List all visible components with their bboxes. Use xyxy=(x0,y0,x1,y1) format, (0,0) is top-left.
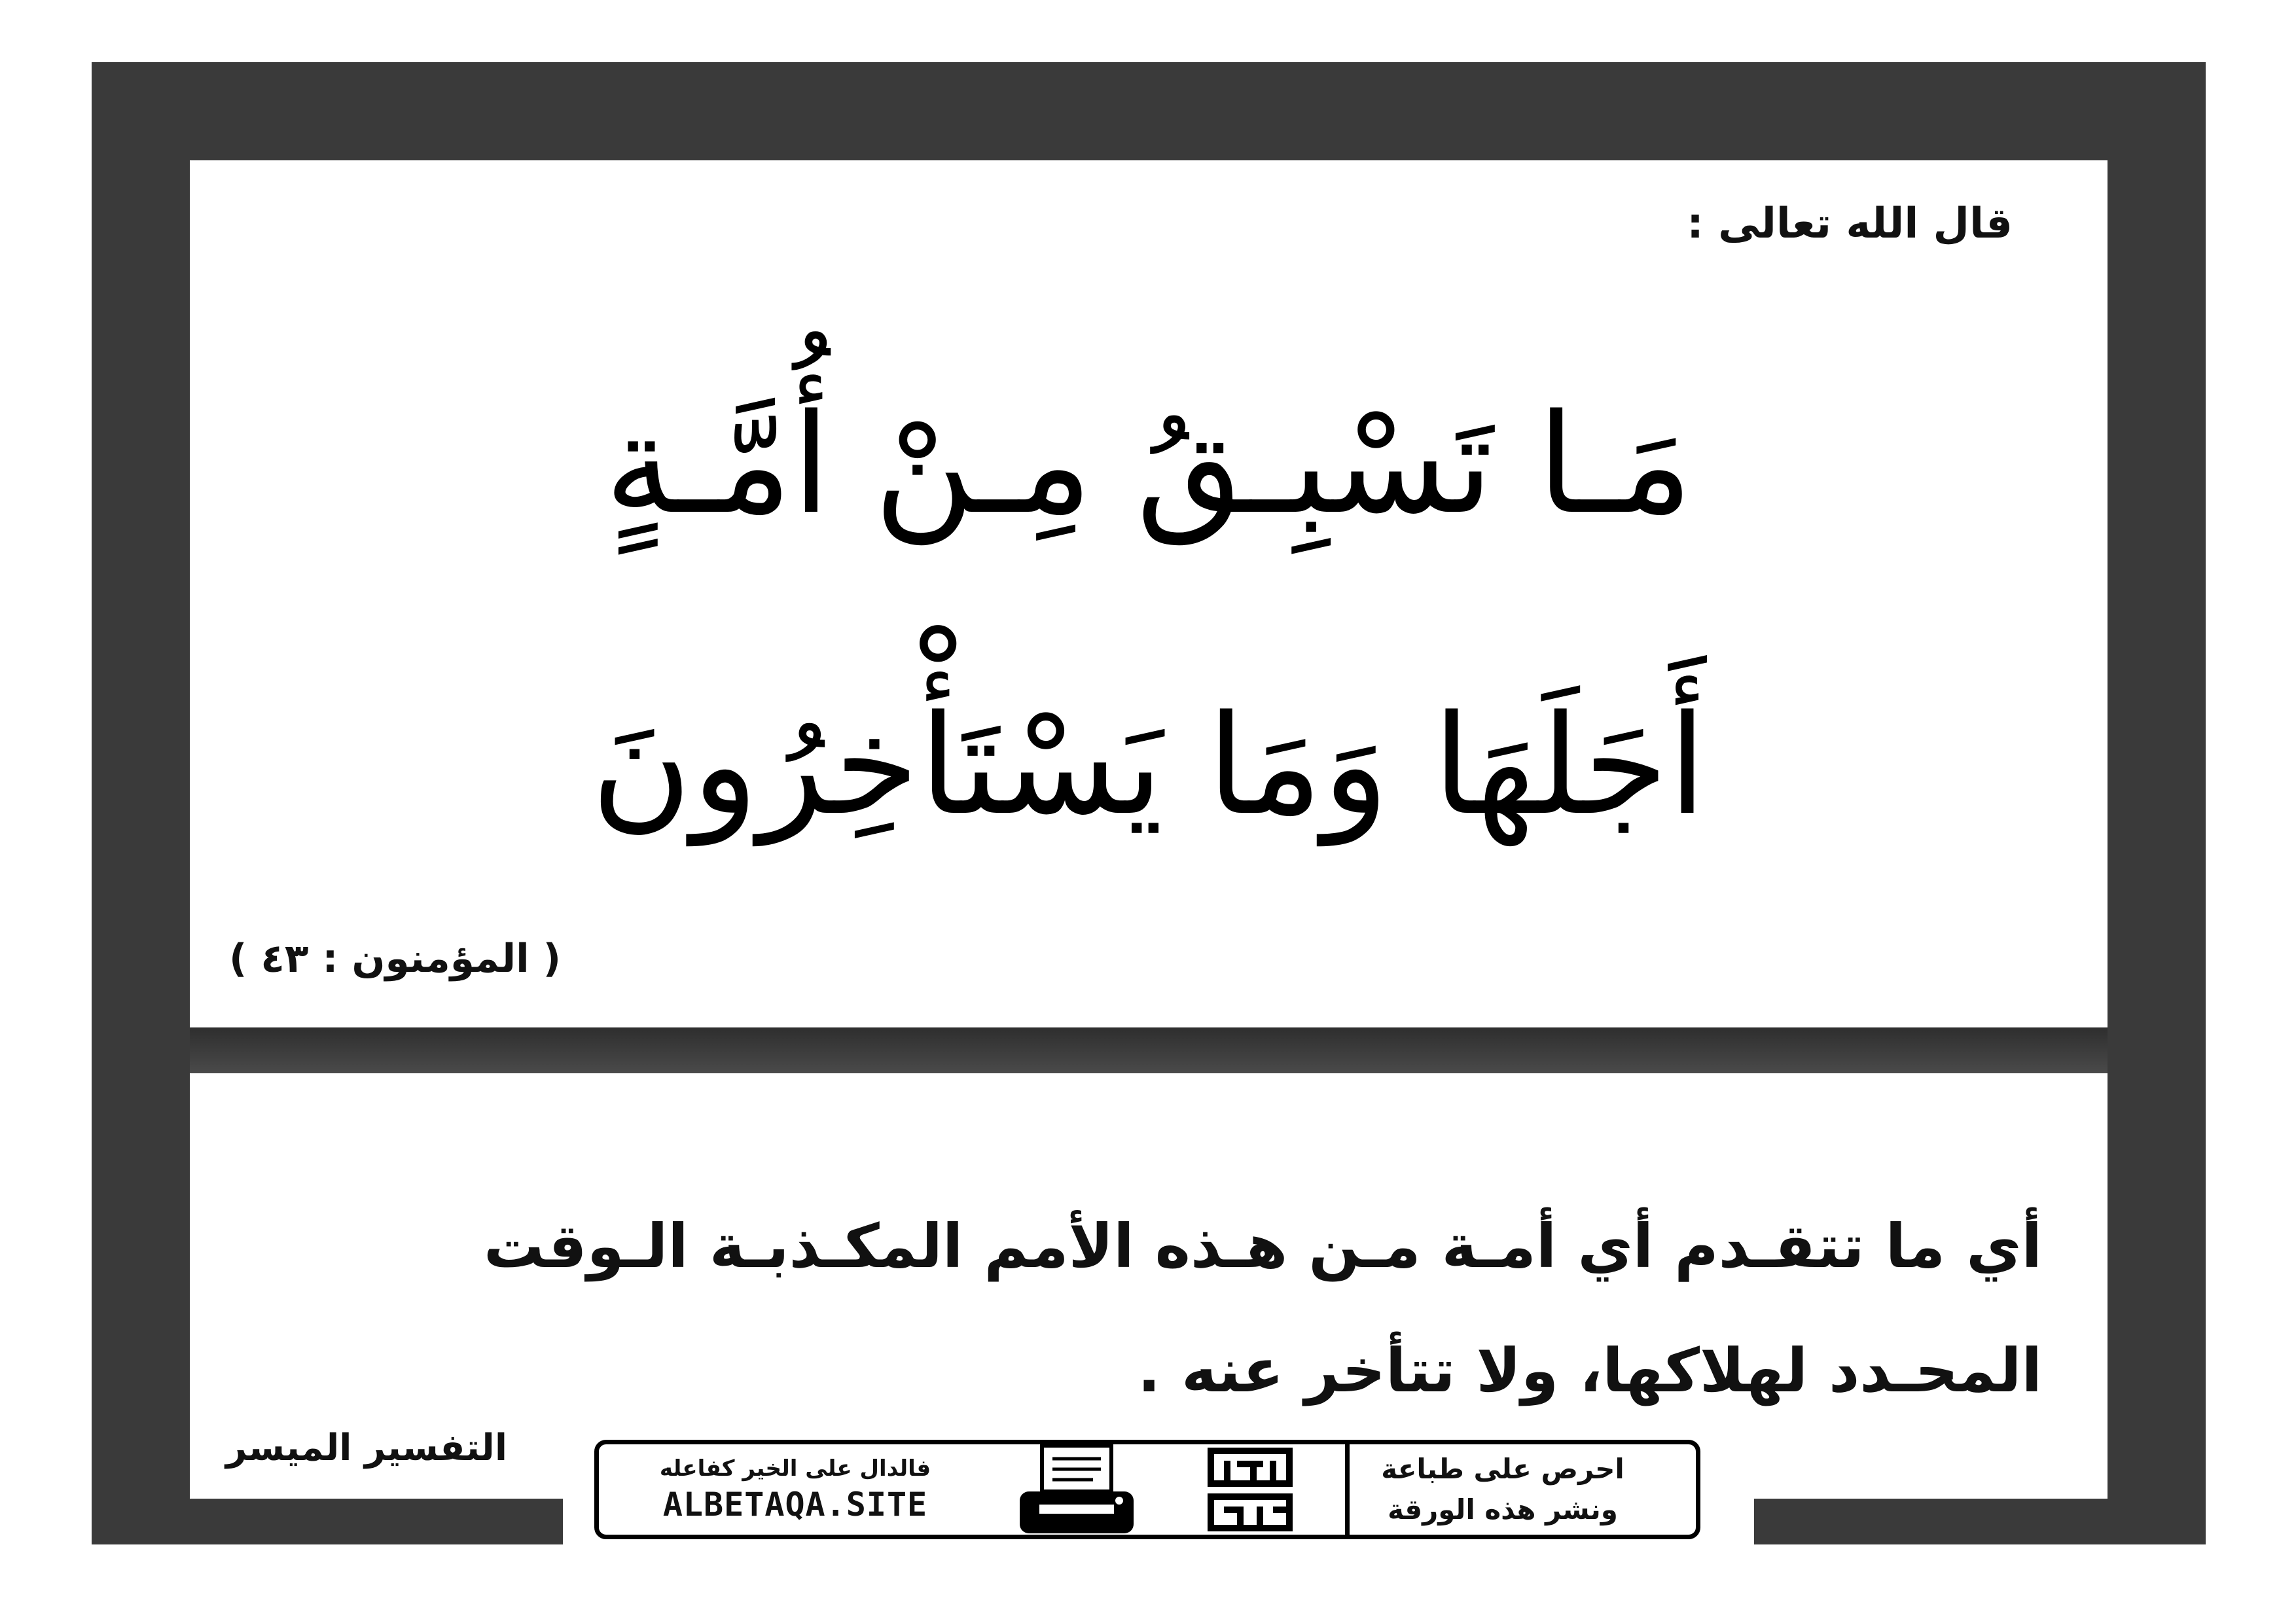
tafsir-line-2: المحـدد لهلاكها، ولا تتأخر عنه . xyxy=(1138,1336,2042,1406)
call-line-1: احرص على طباعة xyxy=(1381,1453,1624,1485)
footer-call-block xyxy=(1310,1444,1696,1535)
tafsir-panel xyxy=(190,1073,2108,1499)
call-line-2: ونشر هذه الورقة xyxy=(1388,1493,1618,1525)
footer-bar xyxy=(594,1440,1700,1539)
verse-line-2: أَجَلَهَا وَمَا يَسْتَأْخِرُونَ xyxy=(590,685,1707,846)
tafsir-text xyxy=(255,1185,2042,1433)
tafsir-source: التفسير الميسر xyxy=(226,1427,508,1469)
tafsir-line-1: أي ما تتقـدم أي أمـة مـن هـذه الأمم المكـذبـة الـوقت xyxy=(483,1211,2042,1281)
printer-icon xyxy=(1005,1444,1149,1535)
divider-band xyxy=(190,1027,2108,1073)
card-frame xyxy=(92,62,2206,1544)
footer-motto: فالدال على الخير كفاعله xyxy=(659,1455,931,1482)
verse-reference: ( المؤمنون : ٤٣ ) xyxy=(229,936,562,982)
verse-line-1: مَـا تَسْبِـقُ مِـنْ أُمَّـةٍ xyxy=(604,384,1693,544)
intro-text: قال الله تعالى : xyxy=(1687,200,2013,248)
kufic-logo-icon xyxy=(1181,1444,1319,1535)
verse-panel xyxy=(190,160,2108,1027)
footer-website-block xyxy=(599,1444,992,1535)
website-link[interactable]: ALBETAQA.SITE xyxy=(662,1486,928,1524)
